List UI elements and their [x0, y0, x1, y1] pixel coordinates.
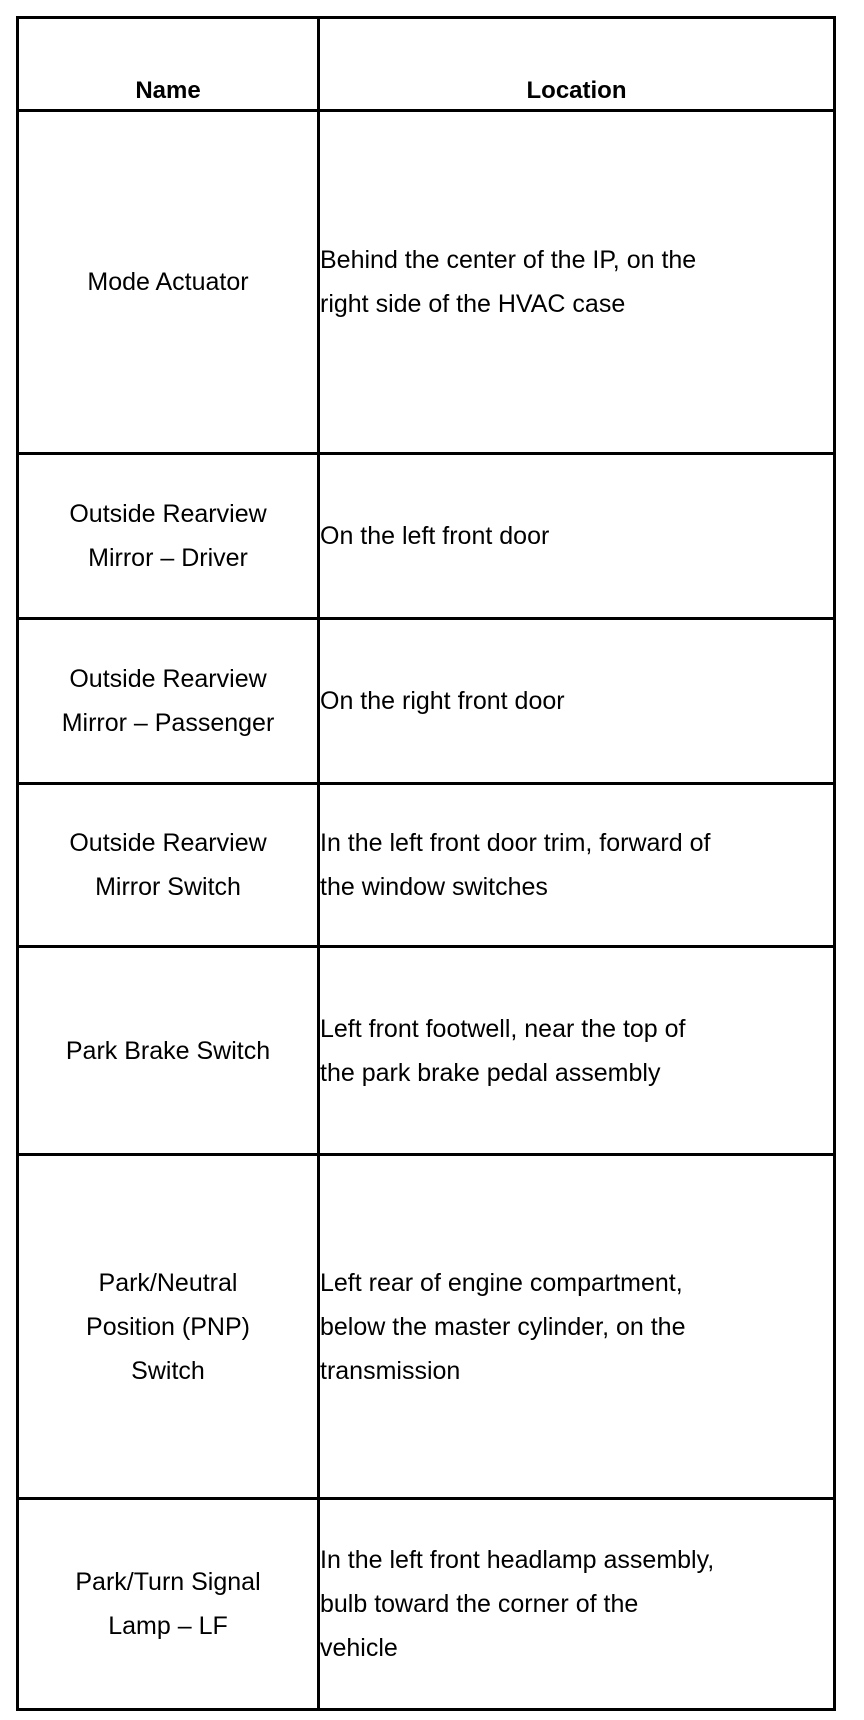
component-location: Left rear of engine compartment, below the master cylinder, on the transmission [320, 1268, 686, 1385]
component-location: On the left front door [320, 522, 550, 550]
table-row [18, 111, 835, 454]
component-location-cell [319, 1499, 835, 1710]
table-row [18, 454, 835, 619]
component-location-cell [319, 784, 835, 947]
component-location-cell [319, 947, 835, 1155]
component-name: Mode Actuator [87, 268, 249, 296]
component-location: Behind the center of the IP, on the right side of the HVAC case [320, 246, 697, 318]
component-name: Park/Neutral Position (PNP) Switch [86, 1268, 250, 1385]
component-name-cell [18, 1155, 319, 1499]
component-name: Outside Rearview Mirror – Passenger [61, 665, 275, 737]
table-header-row [18, 18, 835, 111]
component-name-cell [18, 784, 319, 947]
component-name: Outside Rearview Mirror – Driver [69, 500, 267, 572]
component-location: In the left front headlamp assembly, bulb toward the corner of the vehicle [320, 1546, 715, 1662]
component-location-cell [319, 619, 835, 784]
component-name: Park/Turn Signal Lamp – LF [75, 1568, 261, 1640]
component-location: In the left front door trim, forward of the window switches [320, 829, 711, 901]
component-name-cell [18, 454, 319, 619]
component-name-cell [18, 947, 319, 1155]
component-location-table [16, 16, 836, 1711]
component-name: Park Brake Switch [65, 1036, 271, 1065]
component-name-cell [18, 111, 319, 454]
table-row [18, 619, 835, 784]
name-column-header: Name [18, 18, 319, 111]
table-row [18, 784, 835, 947]
table-row [18, 1499, 835, 1710]
component-location-cell [319, 1155, 835, 1499]
component-location-cell [319, 111, 835, 454]
component-name-cell [18, 1499, 319, 1710]
component-name: Outside Rearview Mirror Switch [69, 829, 267, 901]
component-name-cell [18, 619, 319, 784]
table-row [18, 947, 835, 1155]
location-column-header: Location [319, 18, 835, 111]
component-location: On the right front door [320, 687, 565, 715]
component-location: Left front footwell, near the top of the park brake pedal assembly [320, 1014, 686, 1087]
table-row [18, 1155, 835, 1499]
component-location-cell [319, 454, 835, 619]
